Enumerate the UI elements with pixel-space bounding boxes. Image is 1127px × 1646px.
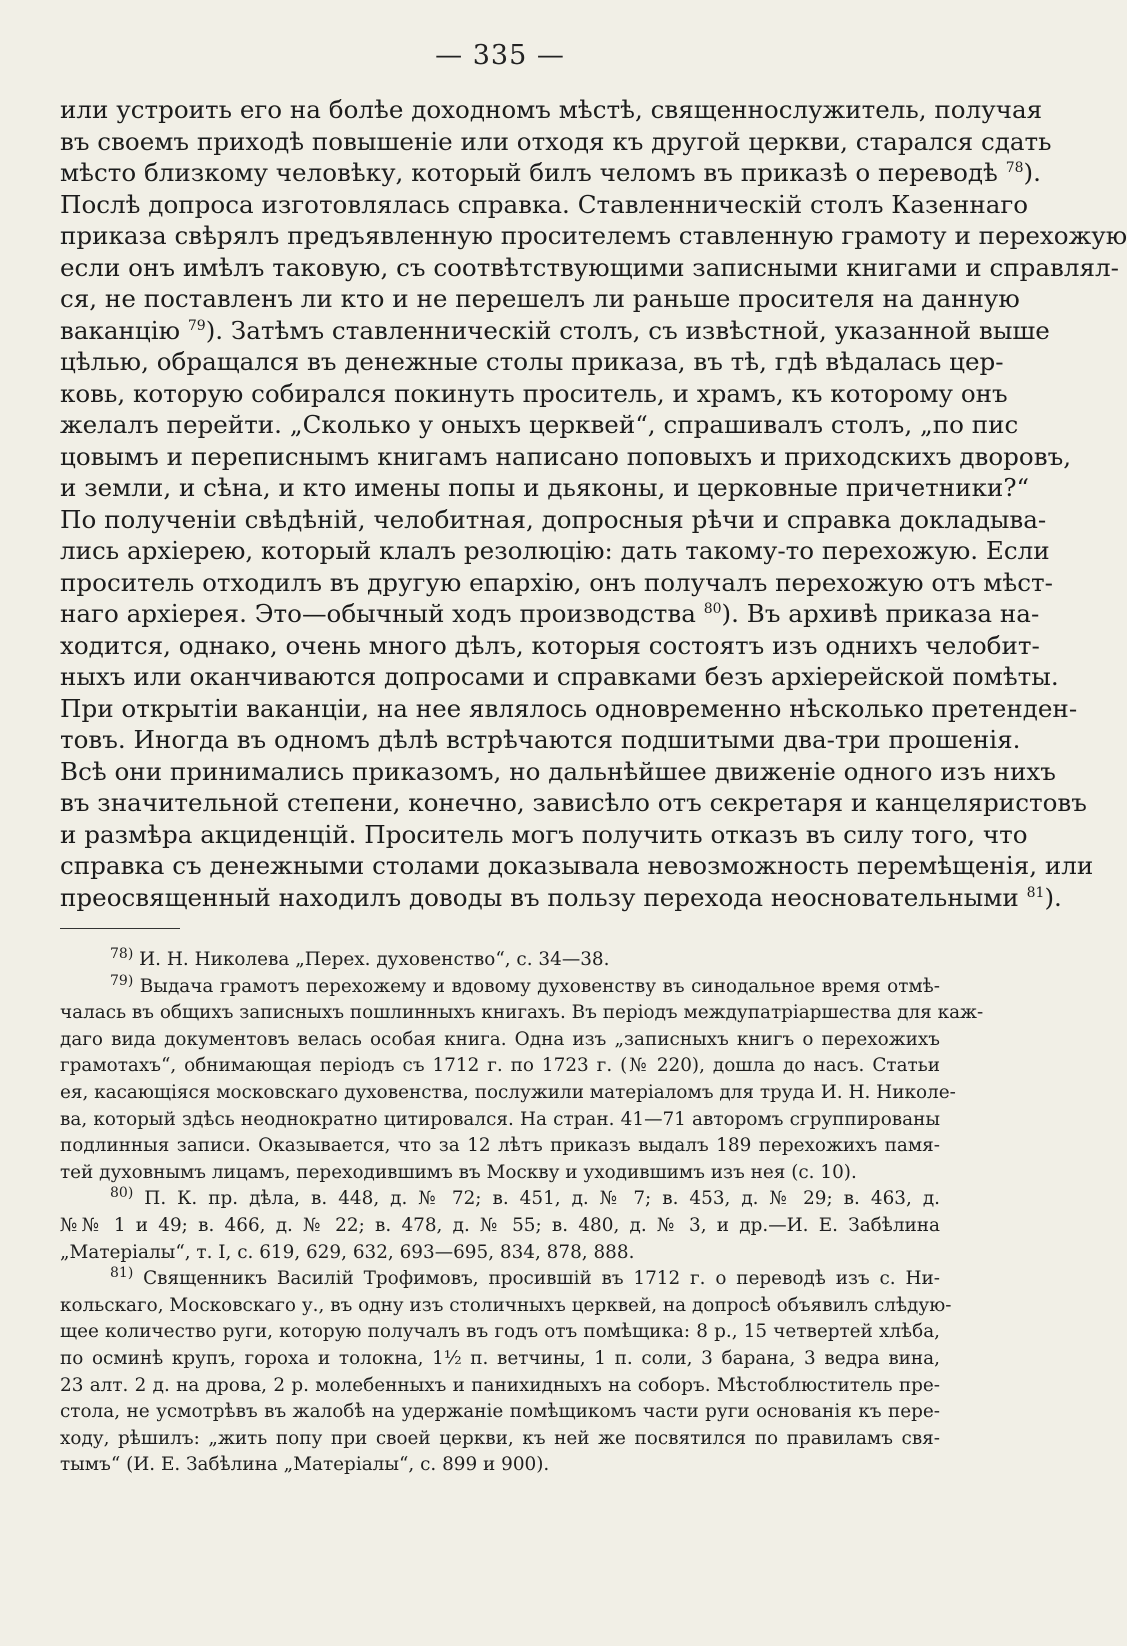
body-line: и размѣра акциденцій. Проситель могъ получить отказъ въ силу того, что [60, 819, 1028, 849]
body-line: если онъ имѣлъ таковую, съ соотвѣтствующими записными книгами и справлял- [60, 252, 1119, 282]
body-line: ся, не поставленъ ли кто и не перешелъ ли раньше просителя на данную [60, 284, 1020, 313]
footnote-line: тымъ“ (И. Е. Забѣлина „Матеріалы“, с. 899 и 900). [60, 1454, 550, 1476]
body-line-tail: ). [1044, 882, 1062, 912]
body-line: Всѣ они принимались приказомъ, но дальнѣйшее движеніе одного изъ нихъ [60, 756, 1056, 786]
body-line: цовымъ и переписнымъ книгамъ написано поповыхъ и приходскихъ дворовъ, [60, 441, 1072, 471]
footnote-divider [60, 928, 180, 929]
body-line: справка съ денежными столами доказывала невозможность перемѣщенія, или [60, 851, 1094, 880]
footnote-text: Священникъ Василій Трофимовъ, просившій въ 1712 г. о переводѣ изъ с. Ни- [143, 1268, 940, 1290]
main-text [60, 94, 1127, 913]
body-line [60, 882, 1062, 914]
footnote-80 [60, 1186, 940, 1213]
footnote-line: ходу, рѣшилъ: „жить попу при своей церкви, къ ней же посвятился по правиламъ свя- [60, 1427, 940, 1449]
page-number: — 335 — [435, 40, 565, 71]
body-line-tail: ). Въ архивѣ приказа на- [721, 599, 1040, 628]
footnote-marker: 81) [110, 1265, 134, 1281]
body-line: въ значительной степени, конечно, зависѣло отъ секретаря и канцеляристовъ [60, 788, 1087, 817]
footnote-marker: 78) [110, 945, 134, 962]
footnote-line: ва, который здѣсь неоднократно цитировался. На стран. 41—71 авторомъ сгруппированы [60, 1108, 940, 1130]
body-line: ныхъ или оканчиваются допросами и справками безъ архіерейской помѣты. [60, 662, 1059, 691]
footnote-line: щее количество руги, которую получалъ въ годъ отъ помѣщика: 8 р., 15 четвертей хлѣба, [60, 1321, 940, 1343]
footnote-text: И. Н. Николева „Перех. духовенство“, с. 34—38. [139, 949, 610, 970]
footnote-line: стола, не усмотрѣвъ въ жалобѣ на удержаніе помѣщикомъ части руги основанія къ пере- [60, 1401, 940, 1423]
body-line: Послѣ допроса изготовлялась справка. Ставленническій столъ Казеннаго [60, 189, 1029, 219]
footnote-81 [60, 1266, 940, 1293]
body-line: По полученіи свѣдѣній, челобитная, допросныя рѣчи и справка докладыва- [60, 504, 1047, 534]
footnote-line: грамотахъ“, обнимающая періодъ съ 1712 г. по 1723 г. (№ 220), дошла до насъ. Статьи [60, 1055, 940, 1077]
body-line-text: ваканцію [60, 315, 181, 345]
footnote-line: чалась въ общихъ записныхъ пошлинныхъ книгахъ. Въ періодъ междупатріаршества для каж- [60, 1002, 984, 1024]
footnote-ref-81: 81 [1026, 884, 1045, 901]
footnote-78 [60, 947, 940, 974]
body-line-text: наго архіерея. Это—обычный ходъ производства [60, 599, 696, 628]
footnote-line: ея, касающіяся московскаго духовенства, послужили матеріаломъ для труда И. Н. Николе- [60, 1081, 956, 1103]
footnote-79 [60, 974, 940, 1001]
body-line-text: мѣсто близкому человѣку, который билъ челомъ въ приказѣ о переводѣ [60, 158, 998, 187]
footnote-line: подлинныя записи. Оказывается, что за 12 лѣтъ приказъ выдалъ 189 перехожихъ памя- [60, 1135, 940, 1157]
footnote-text: Выдача грамотъ перехожему и вдовому духовенству въ синодальное время отмѣ- [139, 975, 940, 997]
body-line: товъ. Иногда въ одномъ дѣлѣ встрѣчаются подшитыми два-три прошенія. [60, 725, 1021, 754]
body-line [60, 157, 1041, 189]
footnote-ref-78: 78 [1005, 159, 1024, 176]
body-line-tail: ). [1023, 158, 1041, 187]
body-line: ковь, которую собирался покинуть проситель, и храмъ, къ которому онъ [60, 378, 1008, 408]
footnotes [60, 945, 984, 1479]
body-line: проситель отходилъ въ другую епархію, онъ получалъ перехожую отъ мѣст- [60, 567, 1053, 597]
footnote-ref-79: 79 [187, 317, 206, 334]
body-line-text: преосвященный находилъ доводы въ пользу перехода неосновательными [60, 882, 1019, 912]
footnote-line: тей духовнымъ лицамъ, переходившимъ въ Москву и уходившимъ изъ нея (с. 10). [60, 1161, 857, 1183]
footnote-line: 23 алт. 2 д. на дрова, 2 р. молебенныхъ и панихидныхъ на соборъ. Мѣстоблюститель пре- [60, 1374, 940, 1396]
footnote-line: даго вида документовъ велась особая книга. Одна изъ „записныхъ книгъ о перехожихъ [60, 1028, 940, 1050]
footnote-marker: 79) [110, 972, 134, 989]
footnote-ref-80: 80 [703, 600, 722, 617]
body-line: и земли, и сѣна, и кто имены попы и дьяконы, и церковные причетники?“ [60, 473, 1030, 502]
footnote-line: №№ 1 и 49; в. 466, д. № 22; в. 478, д. № 55; в. 480, д. № 3, и др.—И. Е. Забѣлина [60, 1214, 940, 1236]
footnote-line: „Матеріалы“, т. I, с. 619, 629, 632, 693—695, 834, 878, 888. [60, 1241, 635, 1263]
body-line: или устроить его на болѣе доходномъ мѣстѣ, священнослужитель, получая [60, 95, 1043, 124]
footnote-line: кольскаго, Московскаго у., въ одну изъ столичныхъ церквей, на допросѣ объявилъ слѣдую- [60, 1294, 952, 1316]
body-line: въ своемъ приходѣ повышеніе или отходя къ другой церкви, старался сдать [60, 126, 1052, 156]
footnote-marker: 80) [110, 1185, 134, 1202]
footnote-line: по осминѣ крупъ, гороха и толокна, 1½ п. ветчины, 1 п. соли, 3 барана, 3 ведра вина, [60, 1347, 940, 1369]
body-line: ходится, однако, очень много дѣлъ, которыя состоятъ изъ однихъ челобит- [60, 630, 1040, 660]
footnote-text: П. К. пр. дѣла, в. 448, д. № 72; в. 451, д. № 7; в. 453, д. № 29; в. 463, д. [144, 1188, 940, 1210]
body-line: лись архіерею, который клалъ резолюцію: дать такому-то перехожую. Если [60, 536, 1050, 565]
body-line: желалъ перейти. „Сколько у оныхъ церквей“, спрашивалъ столъ, „по пис [60, 410, 1019, 439]
body-line: При открытіи ваканціи, на нее являлось одновременно нѣсколько претенден- [60, 693, 1078, 723]
body-line: приказа свѣрялъ предъявленную просителемъ ставленную грамоту и перехожую [60, 221, 1127, 250]
body-line-tail: ). Затѣмъ ставленническій столъ, съ извѣстной, указанной выше [205, 315, 1050, 345]
body-line [60, 598, 1040, 630]
body-line: цѣлью, обращался въ денежные столы приказа, въ тѣ, гдѣ вѣдалась цер- [60, 347, 1004, 376]
body-line [60, 315, 1050, 347]
